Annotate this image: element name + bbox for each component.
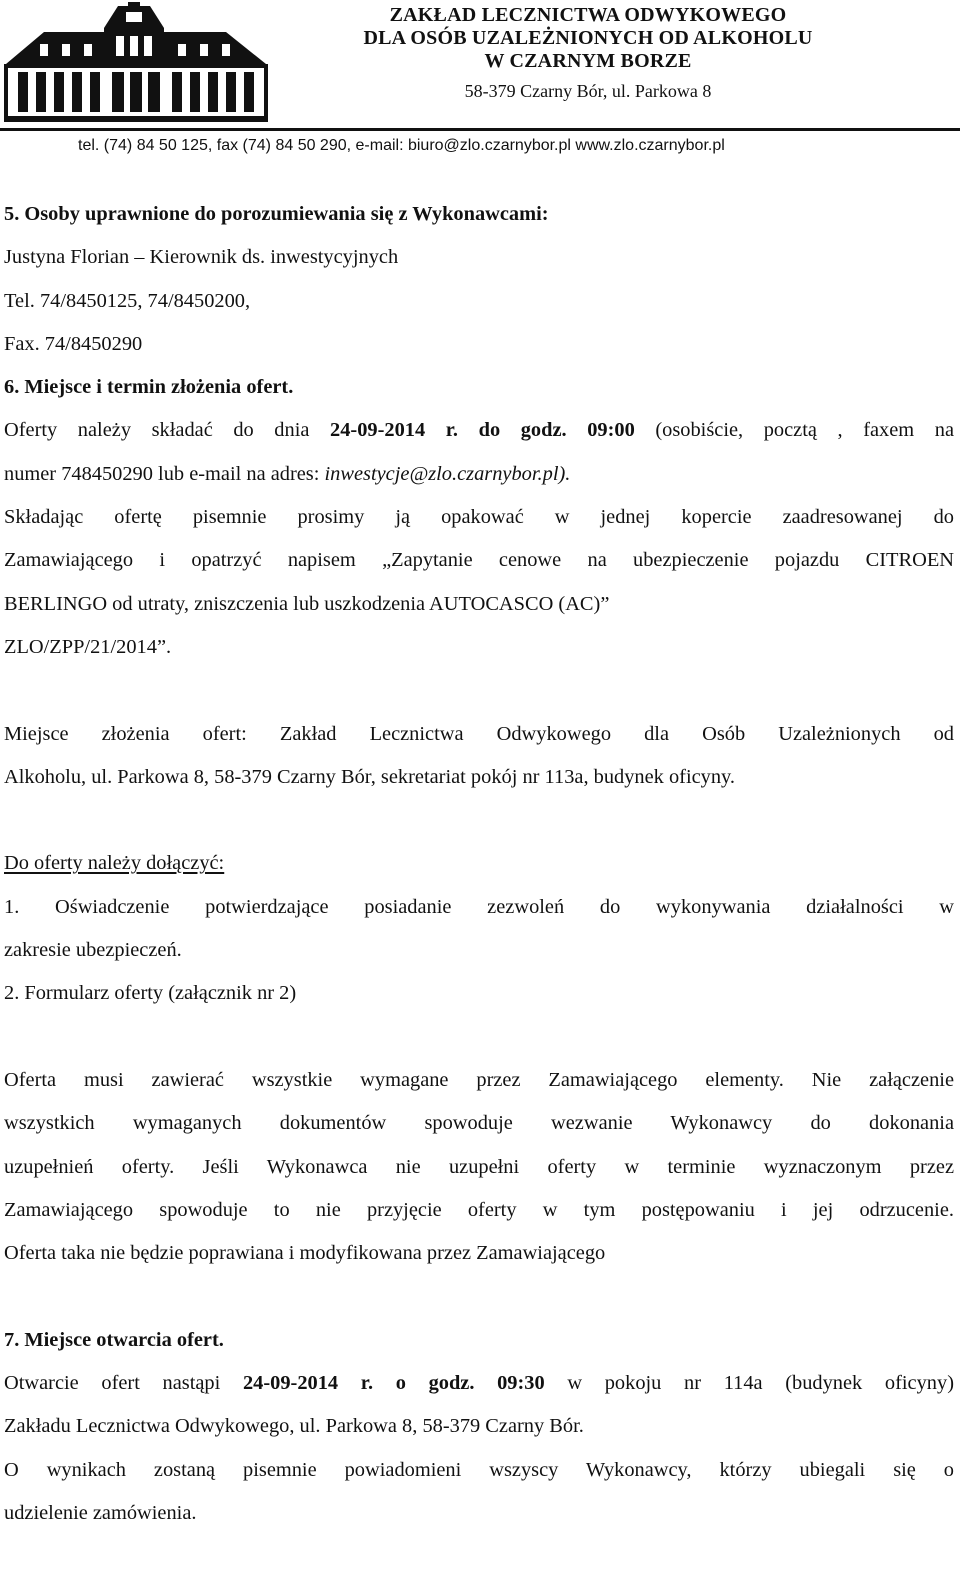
spacer: [4, 1275, 954, 1318]
opening-date: 24-09-2014 r. o godz. 09:30: [242, 1372, 545, 1395]
organization-name: [298, 4, 878, 103]
attachment-2: 2. Formularz oferty (załącznik nr 2): [4, 982, 297, 1005]
contact-fax: Fax. 74/8450290: [4, 332, 143, 355]
spacer: [4, 1016, 954, 1059]
offer-place-line-1: Miejsce złożenia ofert: Zakład Lecznictwa Odwykowego dla Osób Uzależnionych od: [4, 722, 954, 745]
offer-fax-email: [4, 453, 954, 496]
opening-text: Otwarcie ofert nastąpi: [4, 1372, 243, 1395]
deadline-methods: (osobiście, pocztą , faxem na: [634, 419, 954, 442]
letterhead: [0, 0, 960, 162]
packing-line-2: Zamawiającego i opatrzyć napisem „Zapytanie cenowe na ubezpieczenie pojazdu CITROEN: [4, 549, 954, 572]
section-6-heading: 6. Miejsce i termin złożenia ofert.: [4, 376, 294, 399]
spacer: [4, 669, 954, 712]
org-name-line-1: ZAKŁAD LECZNICTWA ODWYKOWEGO: [389, 4, 787, 26]
attachments-heading: Do oferty należy dołączyć:: [4, 852, 225, 875]
opening-line-2: Zakładu Lecznictwa Odwykowego, ul. Parkowa 8, 58-379 Czarny Bór.: [4, 1415, 584, 1438]
deadline-date: 24-09-2014 r. do godz. 09:00: [330, 419, 635, 442]
packing-line-4: ZLO/ZPP/21/2014”.: [4, 635, 172, 658]
offer-email: inwestycje@zlo.czarnybor.pl: [324, 462, 559, 485]
attachment-1-line-2: zakresie ubezpieczeń.: [4, 939, 182, 962]
fax-number-text: numer 748450290 lub e-mail na adres:: [4, 462, 325, 485]
org-name-line-3: W CZARNYM BORZE: [484, 50, 692, 72]
requirements-line-4: Zamawiającego spowoduje to nie przyjęcie oferty w tym postępowaniu i jej odrzucenie.: [4, 1198, 954, 1221]
offer-place-line-2: Alkoholu, ul. Parkowa 8, 58-379 Czarny Bór, sekretariat pokój nr 113a, budynek oficyny.: [4, 765, 736, 788]
contact-person: Justyna Florian – Kierownik ds. inwestycyjnych: [4, 246, 399, 269]
contact-phone: Tel. 74/8450125, 74/8450200,: [4, 289, 251, 312]
deadline-text: Oferty należy składać do dnia: [4, 419, 331, 442]
results-line-2: udzielenie zamówienia.: [4, 1501, 197, 1524]
document-body: [4, 193, 954, 1535]
header-divider: [0, 128, 960, 131]
packing-line-3: BERLINGO od utraty, zniszczenia lub uszkodzenia AUTOCASCO (AC)”: [4, 592, 610, 615]
building-logo-icon: [0, 2, 272, 126]
contact-line: tel. (74) 84 50 125, fax (74) 84 50 290, e-mail: biuro@zlo.czarnybor.pl www.zlo.czarnybor.pl: [78, 137, 725, 154]
requirements-line-1: Oferta musi zawierać wszystkie wymagane przez Zamawiającego elementy. Nie załączenie: [4, 1068, 954, 1091]
attachment-1-line-1: 1. Oświadczenie potwierdzające posiadanie zezwoleń do wykonywania działalności w: [4, 895, 954, 918]
section-7-heading: 7. Miejsce otwarcia ofert.: [4, 1328, 224, 1351]
requirements-line-2: wszystkich wymaganych dokumentów spowoduje wezwanie Wykonawcy do dokonania: [4, 1112, 954, 1135]
org-name-line-2: DLA OSÓB UZALEŻNIONYCH OD ALKOHOLU: [363, 27, 813, 49]
requirements-line-3: uzupełnień oferty. Jeśli Wykonawca nie uzupełni oferty w terminie wyznaczonym przez: [4, 1155, 954, 1178]
results-line-1: O wynikach zostaną pisemnie powiadomieni wszyscy Wykonawcy, którzy ubiegali się o: [4, 1458, 954, 1481]
opening-line-1: [4, 1362, 954, 1405]
spacer: [4, 799, 954, 842]
closing-paren: ).: [558, 462, 571, 485]
requirements-line-5: Oferta taka nie będzie poprawiana i modyfikowana przez Zamawiającego: [4, 1242, 606, 1265]
section-5-heading: 5. Osoby uprawnione do porozumiewania się z Wykonawcami:: [4, 203, 549, 225]
packing-line-1: Składając ofertę pisemnie prosimy ją opakować w jednej kopercie zaadresowanej do: [4, 506, 954, 529]
offer-deadline: [4, 409, 954, 452]
org-address: 58-379 Czarny Bór, ul. Parkowa 8: [464, 81, 712, 101]
opening-room: w pokoju nr 114a (budynek oficyny): [544, 1372, 954, 1395]
